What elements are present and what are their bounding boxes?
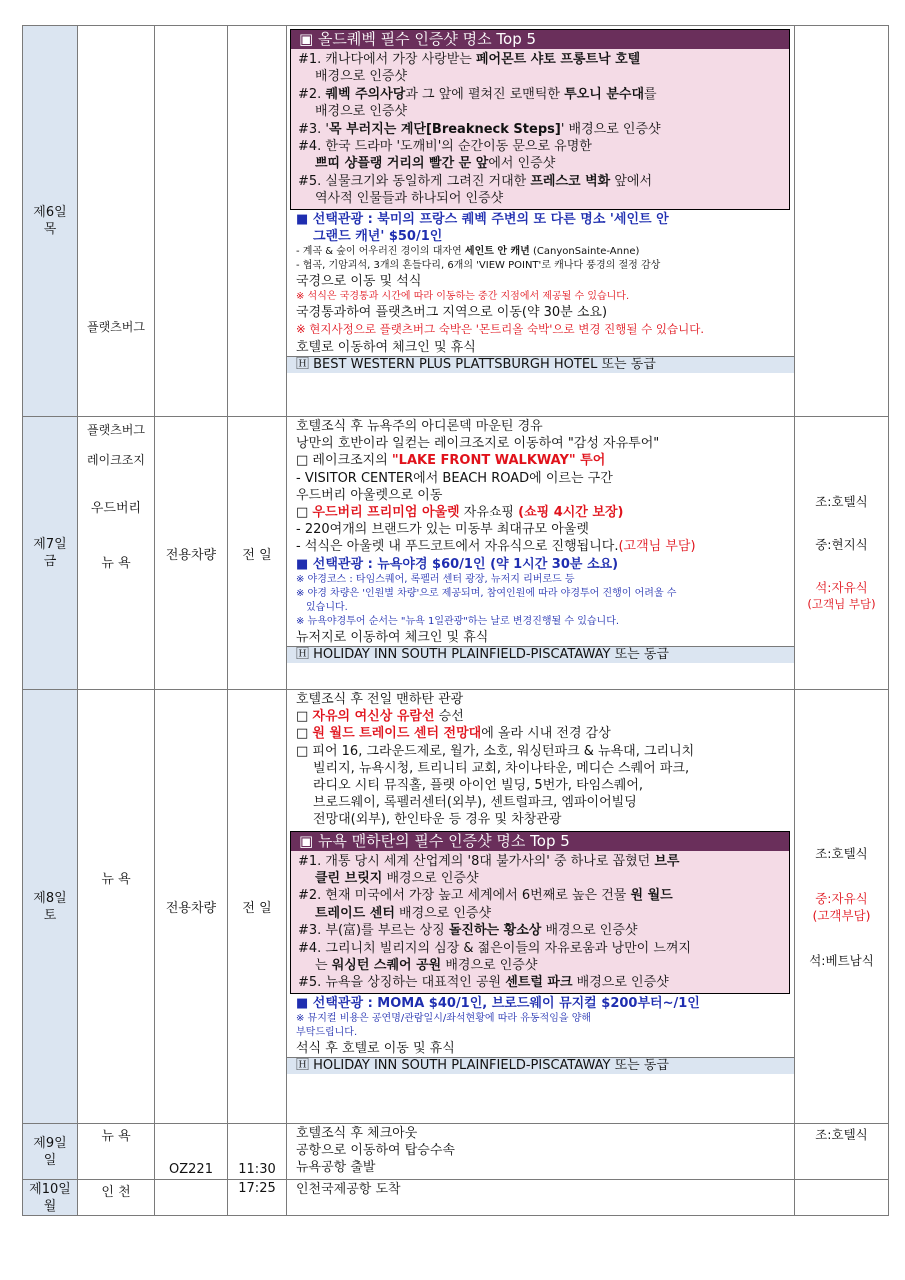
text-day8-l3a: □ xyxy=(296,726,313,742)
text-day9-l1: 호텔조식 후 체크아웃 xyxy=(296,1126,418,1141)
text-day9-city: 뉴 욕 xyxy=(101,1129,131,1144)
text-day7-l2: 낭만의 호반이라 일컫는 레이크조지로 이동하여 "감성 자유투어" xyxy=(296,436,660,452)
text-line xyxy=(296,452,790,469)
text-day8-t2d: 배경으로 인증샷 xyxy=(394,905,492,921)
text-day7-n2a: ※ 야경 차량은 '인원별 차량'으로 제공되며, 참여인원에 따라 야경투어 진행이 어려울 수 xyxy=(296,587,677,599)
text-line xyxy=(287,417,794,663)
text-day6-top5-3-a: #4. 한국 드라마 '도깨비'의 순간이동 문으로 유명한 xyxy=(298,139,592,155)
text-day9-l3: 뉴욕공항 출발 xyxy=(296,1160,376,1176)
day6-label xyxy=(23,26,78,417)
text-day10-label_line1: 제10일 xyxy=(29,1181,71,1197)
text-day6-line_border: 국경으로 이동 및 석식 xyxy=(296,274,422,290)
day6-transport xyxy=(155,26,228,417)
text-line xyxy=(287,1124,794,1177)
manhattan-top5-box xyxy=(290,831,790,994)
day7-content xyxy=(287,417,795,690)
text-day7-l5: 우드버리 아울렛으로 이동 xyxy=(296,487,443,503)
text-day7-l10: 뉴저지로 이동하여 체크인 및 휴식 xyxy=(296,629,489,645)
text-day8-n1: ※ 뮤지컬 비용은 공연명/관람일시/좌석현황에 따라 유동적임을 양해 xyxy=(296,1013,592,1025)
text-day8-t2b: 원 월드 xyxy=(630,888,673,904)
text-day6-top5-2-a: #3. ' xyxy=(298,121,330,137)
text-day8-t1c: 클린 브릿지 xyxy=(315,871,383,887)
text-day6-top5-1-c: 과 그 앞에 펼쳐진 로맨틱한 xyxy=(405,86,565,102)
text-day8-n2: 부탁드립니다. xyxy=(296,1027,358,1039)
text-day8-t4a: #4. 그리니치 빌리지의 심장 & 젊은이들의 자유로움과 낭만이 느껴지 xyxy=(298,940,692,956)
text-day7-n1: ※ 야경코스 : 타임스퀘어, 록펠러 센터 광장, 뉴저지 리버로드 등 xyxy=(296,573,575,585)
text-day7-n3: ※ 뉴욕야경투어 순서는 "뉴욕 1일관광"하는 날로 변경진행될 수 있습니다. xyxy=(296,615,620,627)
dinner-warning: ※ 석식은 국경통과 시간에 따라 이동하는 중간 지점에서 제공될 수 있습니다. xyxy=(296,291,630,303)
day6-meal xyxy=(795,26,889,417)
text-day8-l4: □ 피어 16, 그라운드제로, 월가, 소호, 워싱턴파크 & 뉴욕대, 그리니치 xyxy=(296,743,695,759)
text-line xyxy=(287,690,794,1074)
text-line xyxy=(296,708,790,725)
text-line xyxy=(298,870,785,887)
text-day6-top5-1-b2: 투오니 분수대 xyxy=(564,86,644,102)
day10-label xyxy=(23,1180,78,1216)
day8-transport: 전용차량 xyxy=(155,690,228,1124)
text-day8-t1d: 배경으로 인증샷 xyxy=(382,871,479,887)
text-day6-top5-0-cont: 배경으로 인증샷 xyxy=(315,69,408,85)
text-line xyxy=(296,725,790,742)
text-line xyxy=(296,504,790,521)
text-day8-t4d: 배경으로 인증샷 xyxy=(441,958,538,974)
text-day10-label_line2: 월 xyxy=(43,1198,57,1214)
text-day8-l3b: 원 월드 트레이드 센터 전망대 xyxy=(312,726,482,742)
text-line xyxy=(298,957,785,974)
text-line xyxy=(298,853,785,870)
city-lake-george: 레이크조지 xyxy=(87,453,145,467)
text-line xyxy=(298,173,785,190)
text-day6-top5-1-b: 퀘벡 주의사당 xyxy=(325,86,406,102)
text-line xyxy=(298,51,785,68)
day6-weekday: 목 xyxy=(43,222,57,237)
day6-hotel: 🄷 BEST WESTERN PLUS PLATTSBURGH HOTEL 또는 동급 xyxy=(287,356,794,373)
day10-transport xyxy=(155,1180,228,1216)
text-day8-label_line2: 토 xyxy=(43,907,57,923)
city-plattsburgh: 플랫츠버그 xyxy=(87,423,145,437)
text-day8-l5: 석식 후 호텔로 이동 및 휴식 xyxy=(296,1041,455,1057)
text-day6-top5-0-a: #1. 캐나다에서 가장 사랑받는 xyxy=(298,52,476,67)
text-day7-l7: - 220여개의 브랜드가 있는 미동부 최대규모 아울렛 xyxy=(296,522,589,538)
text-day7-l6d: (쇼핑 4시간 보장) xyxy=(518,505,624,521)
text-line xyxy=(298,121,785,138)
text-day8-meal_l1: 중:자유식 xyxy=(815,890,868,906)
text-line xyxy=(287,1180,794,1198)
day9-flight: OZ221 xyxy=(155,1124,228,1180)
text-day6-note1_a: - 계곡 & 숲이 어우러진 경이의 대자연 xyxy=(296,246,465,258)
text-day8-l2c: 승선 xyxy=(434,709,464,725)
text-day7-l1: 호텔조식 후 뉴욕주의 아디론덱 마운틴 경유 xyxy=(296,419,543,434)
text-day8-l4_cont-3: 전망대(외부), 한인타운 등 경유 및 차창관광 xyxy=(313,812,562,828)
city-new-york: 뉴 욕 xyxy=(101,556,131,571)
text-day6-top5-4-c: 앞에서 xyxy=(610,173,653,189)
day6-city xyxy=(78,26,155,417)
text-day7-l6a: □ xyxy=(296,505,313,521)
text-day7-meal_b: 조:호텔식 xyxy=(815,494,868,509)
text-day7-meal_d1: 석:자유식 xyxy=(815,580,868,595)
text-day6-top5-3-cont_b: 쁘띠 샹플랭 거리의 빨간 문 앞 xyxy=(315,156,489,172)
manhattan-top5-title: ▣ 뉴욕 맨하탄의 필수 인증샷 명소 Top 5 xyxy=(291,832,789,851)
text-day8-l4_cont-2: 브로드웨이, 록펠러센터(외부), 센트럴파크, 엠파이어빌딩 xyxy=(313,795,637,811)
text-day8-t5b: 센트럴 파크 xyxy=(505,975,573,991)
day8-time: 전 일 xyxy=(228,690,287,1124)
text-day6-top5-4-b: 프레스코 벽화 xyxy=(530,173,611,189)
city-plattsburgh: 플랫츠버그 xyxy=(87,320,145,334)
day9-content xyxy=(287,1124,795,1180)
day7-cities xyxy=(78,417,155,690)
text-day6-note2: - 협곡, 기암괴석, 3개의 흔들다리, 6개의 'VIEW POINT'로 캐나다 풍경의 절정 감상 xyxy=(296,260,661,272)
text-day7-l3b: "LAKE FRONT WALKWAY" 투어 xyxy=(391,453,606,469)
text-day6-option_line2: 그랜드 캐년' $50/1인 xyxy=(313,228,443,244)
text-day8-l2a: □ xyxy=(296,709,313,725)
day10-meal xyxy=(795,1180,889,1216)
text-day6-line_checkin: 호텔로 이동하여 체크인 및 휴식 xyxy=(296,339,476,355)
text-day6-top5-1-a: #2. xyxy=(298,86,326,102)
text-day6-top5-1-cont: 배경으로 인증샷 xyxy=(315,104,408,120)
day9-city xyxy=(78,1124,155,1180)
day8-content xyxy=(287,690,795,1124)
text-day7-l3a: □ 레이크조지의 xyxy=(296,453,392,469)
text-line xyxy=(298,887,785,904)
text-day6-top5-3-cont_c: 에서 인증샷 xyxy=(488,156,556,172)
text-day8-t3b: 돌진하는 황소상 xyxy=(448,923,542,939)
day8-meal xyxy=(795,690,889,1124)
text-day7-label_line1: 제7일 xyxy=(33,537,67,552)
quebec-top5-title: ▣ 올드퀘벡 필수 인증샷 명소 Top 5 xyxy=(291,30,789,49)
text-day8-t1a: #1. 개통 당시 세계 산업계의 '8대 불가사의' 중 하나로 꼽혔던 xyxy=(298,853,655,869)
day7-time: 전 일 xyxy=(228,417,287,690)
text-day8-meal_b: 조:호텔식 xyxy=(815,845,868,861)
text-day8-meal_d: 석:베트남식 xyxy=(809,952,874,968)
day6-time xyxy=(228,26,287,417)
text-day8-t3a: #3. 부(富)를 부르는 상징 xyxy=(298,923,449,939)
day6-content xyxy=(287,26,795,417)
day8-option: ■ 선택관광 : MOMA $40/1인, 브로드웨이 뮤지컬 $200부터~/1인 xyxy=(296,995,700,1011)
day9-row xyxy=(23,1124,889,1180)
text-day8-t4b: 는 xyxy=(315,958,332,974)
text-day8-meal_l2: (고객부담) xyxy=(812,907,871,923)
text-line xyxy=(298,905,785,922)
text-day8-l1: 호텔조식 후 전일 맨하탄 관광 xyxy=(296,692,464,707)
text-day7-l6b: 우드버리 프리미엄 아울렛 xyxy=(312,505,460,521)
day9-meal: 조:호텔식 xyxy=(795,1124,889,1180)
text-day6-top5-4-a: #5. 실물크기와 동일하게 그려진 거대한 xyxy=(298,173,531,189)
text-day7-n2b: 있습니다. xyxy=(306,601,348,613)
text-day8-t2c: 트레이드 센터 xyxy=(315,905,395,921)
text-day8-t5c: 배경으로 인증샷 xyxy=(572,975,669,991)
day8-label xyxy=(23,690,78,1124)
day7-transport: 전용차량 xyxy=(155,417,228,690)
text-day6-note1_b: 세인트 안 캐년 xyxy=(464,246,530,258)
text-day8-t2a: #2. 현재 미국에서 가장 높고 세계에서 6번째로 높은 건물 xyxy=(298,888,631,904)
text-day10-city: 인 천 xyxy=(101,1185,131,1200)
day9-label xyxy=(23,1124,78,1180)
itinerary-sheet xyxy=(22,25,888,1216)
text-day6-top5-1-c2: 를 xyxy=(644,86,657,102)
day7-hotel: 🄷 HOLIDAY INN SOUTH PLAINFIELD-PISCATAWAY 또는 동급 xyxy=(287,646,794,663)
text-line xyxy=(298,922,785,939)
day10-content xyxy=(287,1180,795,1216)
text-day8-label_line1: 제8일 xyxy=(33,890,67,906)
text-day7-l8a: - 석식은 아울렛 내 푸드코트에서 자유식으로 진행됩니다. xyxy=(296,539,619,555)
text-line xyxy=(298,974,785,991)
text-line xyxy=(296,538,790,555)
stay-warning: ※ 현지사정으로 플랫츠버그 숙박은 '몬트리올 숙박'으로 변경 진행될 수 있습니다. xyxy=(296,322,704,337)
text-day9-label_line2: 일 xyxy=(43,1152,57,1168)
city-new-york: 뉴 욕 xyxy=(101,872,131,887)
day8-city xyxy=(78,690,155,1124)
day8-hotel: 🄷 HOLIDAY INN SOUTH PLAINFIELD-PISCATAWAY 또는 동급 xyxy=(287,1057,794,1074)
text-day8-l2b: 자유의 여신상 유람선 xyxy=(312,709,435,725)
text-day8-t4c: 워싱턴 스퀘어 공원 xyxy=(331,958,442,974)
text-day7-l8b: (고객님 부담) xyxy=(618,539,696,555)
text-day6-top5-4-cont: 역사적 인물들과 하나되어 인증샷 xyxy=(315,191,504,207)
text-day7-l4: - VISITOR CENTER에서 BEACH ROAD에 이르는 구간 xyxy=(296,470,613,486)
text-day8-l4_cont-0: 빌리지, 뉴욕시청, 트리니티 교회, 차이나타운, 메디슨 스퀘어 파크, xyxy=(313,760,690,776)
text-day6-note1_c: (CanyonSainte-Anne) xyxy=(529,246,640,258)
text-day7-l6c: 자유쇼핑 xyxy=(459,505,519,521)
day6-option: ■ 선택관광 : 북미의 프랑스 퀘벡 주변의 또 다른 명소 '세인트 안 xyxy=(296,211,669,227)
text-day9-label_line1: 제9일 xyxy=(33,1135,67,1151)
day7-meal xyxy=(795,417,889,690)
day9-time: 11:30 xyxy=(228,1124,287,1180)
text-day10-l1: 인천국제공항 도착 xyxy=(296,1182,401,1197)
text-day8-t1b: 브루 xyxy=(654,853,680,869)
city-woodbury: 우드버리 xyxy=(90,501,142,516)
quebec-top5-box xyxy=(290,29,790,210)
text-day6-line_cross: 국경통과하여 플랫츠버그 지역으로 이동(약 30분 소요) xyxy=(296,305,608,321)
text-line xyxy=(298,86,785,103)
day7-row xyxy=(23,417,889,690)
text-line xyxy=(298,155,785,172)
itinerary-table xyxy=(22,25,889,1216)
day10-time: 17:25 xyxy=(228,1180,287,1216)
text-day7-meal_d2: (고객님 부담) xyxy=(807,597,876,611)
text-line xyxy=(287,26,794,373)
text-day7-label_line2: 금 xyxy=(43,554,57,569)
day10-city xyxy=(78,1180,155,1216)
text-day8-t5a: #5. 뉴욕을 상징하는 대표적인 공원 xyxy=(298,975,506,991)
day7-label xyxy=(23,417,78,690)
day8-row xyxy=(23,690,889,1124)
text-day8-t3c: 배경으로 인증샷 xyxy=(541,923,638,939)
text-day7-meal_l: 중:현지식 xyxy=(815,537,868,552)
text-day9-l2: 공항으로 이동하여 탑승수속 xyxy=(296,1143,455,1159)
day6-row xyxy=(23,26,889,417)
text-line xyxy=(296,245,790,259)
text-day8-l4_cont-1: 라디오 시티 뮤직홀, 플랫 아이언 빌딩, 5번가, 타임스퀘어, xyxy=(313,778,644,794)
text-day6-top5-0-b: 페어몬트 샤토 프롱트낙 호텔 xyxy=(475,52,641,67)
text-day6-top5-2-b: 목 부러지는 계단[Breakneck Steps] xyxy=(329,121,561,137)
text-day6-top5-2-c: ' 배경으로 인증샷 xyxy=(560,121,661,137)
day7-option: ■ 선택관광 : 뉴욕야경 $60/1인 (약 1시간 30분 소요) xyxy=(296,556,619,572)
text-day8-l3c: 에 올라 시내 전경 감상 xyxy=(481,726,611,742)
day6-number: 제6일 xyxy=(33,205,67,220)
day10-row xyxy=(23,1180,889,1216)
